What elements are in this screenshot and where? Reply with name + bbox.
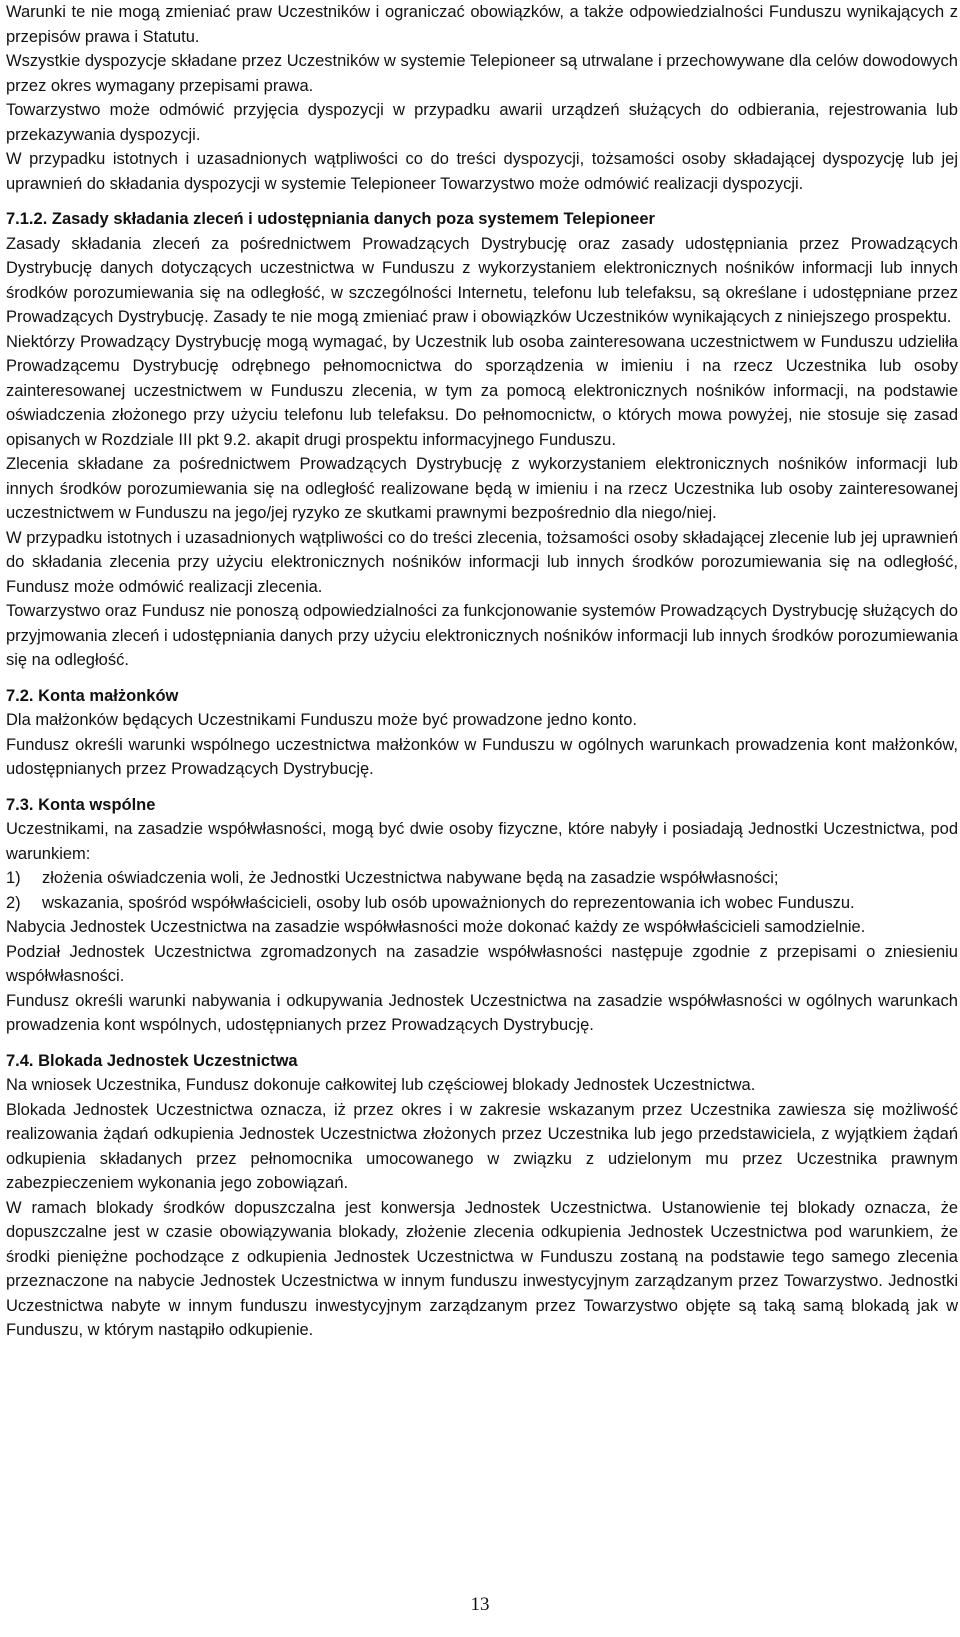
- paragraph: Zasady składania zleceń za pośrednictwem Prowadzących Dystrybucję oraz zasady udostępniania przez Prowadzących Dystrybucję danych dotyczących uczestnictwa w Funduszu z wykorzystaniem elektronicznych nośników informacji lub innych środków porozumiewania się na odległość, w szczególności Internetu, telefonu lub telefaksu, są określane i udostępniane przez Prowadzących Dystrybucję. Zasady te nie mogą zmieniać praw i obowiązków Uczestników wynikających z niniejszego prospektu.: [6, 234, 958, 326]
- section-heading: 7.4. Blokada Jednostek Uczestnictwa: [6, 1051, 298, 1070]
- paragraph: Nabycia Jednostek Uczestnictwa na zasadzie współwłasności może dokonać każdy ze współwłaścicieli samodzielnie.: [6, 918, 866, 936]
- list-item: [6, 866, 958, 891]
- section-heading: 7.1.2. Zasady składania zleceń i udostępniania danych poza systemem Telepioneer: [6, 210, 655, 228]
- section-heading: 7.3. Konta wspólne: [6, 795, 156, 814]
- document-page: [6, 0, 958, 1343]
- section-heading: 7.2. Konta małżonków: [6, 686, 179, 705]
- list-number: 1): [6, 869, 21, 887]
- page-number: 13: [470, 1594, 490, 1615]
- paragraph: Dla małżonków będących Uczestnikami Funduszu może być prowadzone jedno konto.: [6, 711, 637, 729]
- list-item: [6, 891, 958, 916]
- paragraph: Warunki te nie mogą zmieniać praw Uczestników i ograniczać obowiązków, a także odpowiedzialności Funduszu wynikających z przepisów prawa i Statutu.: [6, 3, 958, 46]
- paragraph: W ramach blokady środków dopuszczalna jest konwersja Jednostek Uczestnictwa. Ustanowienie tej blokady oznacza, że dopuszczalne jest w czasie obowiązywania blokady, złożenie zlecenia odkupienia Jednostek Uczestnictwa pod warunkiem, że środki pieniężne pochodzące z odkupienia Jednostek Uczestnictwa w Funduszu zostaną na podstawie tego samego zlecenia przeznaczone na nabycie Jednostek Uczestnictwa w innym funduszu inwestycyjnym zarządzanym przez Towarzystwo. Jednostki Uczestnictwa nabyte w innym funduszu inwestycyjnym zarządzanym przez Towarzystwo objęte są taką samą blokadą jak w Funduszu, w którym nastąpiło odkupienie.: [6, 1198, 958, 1339]
- list-text: złożenia oświadczenia woli, że Jednostki Uczestnictwa nabywane będą na zasadzie współwłasności;: [42, 869, 779, 887]
- paragraph: Wszystkie dyspozycje składane przez Uczestników w systemie Telepioneer są utrwalane i przechowywane dla celów dowodowych przez okres wymagany przepisami prawa.: [6, 52, 958, 95]
- paragraph: Niektórzy Prowadzący Dystrybucję mogą wymagać, by Uczestnik lub osoba zainteresowana uczestnictwem w Funduszu udzieliła Prowadzącemu Dystrybucję odrębnego pełnomocnictwa do sporządzenia w imieniu i na rzecz Uczestnika lub osoby zainteresowanej uczestnictwem w Funduszu zlecenia, w tym za pomocą elektronicznych nośników informacji, na podstawie oświadczenia złożonego przy użyciu telefonu lub telefaksu. Do pełnomocnictw, o których mowa powyżej, nie stosuje się zasad opisanych w Rozdziale III pkt 9.2. akapit drugi prospektu informacyjnego Funduszu.: [6, 332, 958, 449]
- paragraph: Towarzystwo oraz Fundusz nie ponoszą odpowiedzialności za funkcjonowanie systemów Prowadzących Dystrybucję służących do przyjmowania zleceń i udostępniania danych przy użyciu elektronicznych nośników informacji lub innych środków porozumiewania się na odległość.: [6, 602, 958, 669]
- paragraph: Na wniosek Uczestnika, Fundusz dokonuje całkowitej lub częściowej blokady Jednostek Uczestnictwa.: [6, 1076, 756, 1094]
- paragraph: Towarzystwo może odmówić przyjęcia dyspozycji w przypadku awarii urządzeń służących do odbierania, rejestrowania lub przekazywania dyspozycji.: [6, 101, 958, 144]
- paragraph: Zlecenia składane za pośrednictwem Prowadzących Dystrybucję z wykorzystaniem elektronicznych nośników informacji lub innych środków porozumiewania się na odległość realizowane będą w imieniu i na rzecz Uczestnika lub osoby zainteresowanej uczestnictwem w Funduszu na jego/jej ryzyko ze skutkami prawnymi bezpośrednio dla niego/niej.: [6, 455, 958, 522]
- paragraph: W przypadku istotnych i uzasadnionych wątpliwości co do treści zlecenia, tożsamości osoby składającej zlecenie lub jej uprawnień do składania zlecenia przy użyciu elektronicznych nośników informacji lub innych środków porozumiewania się na odległość, Fundusz może odmówić realizacji zlecenia.: [6, 528, 958, 596]
- paragraph: Fundusz określi warunki wspólnego uczestnictwa małżonków w Funduszu w ogólnych warunkach prowadzenia kont małżonków, udostępnianych przez Prowadzących Dystrybucję.: [6, 735, 958, 778]
- paragraph: Uczestnikami, na zasadzie współwłasności, mogą być dwie osoby fizyczne, które nabyły i posiadają Jednostki Uczestnictwa, pod warunkiem:: [6, 820, 958, 863]
- paragraph: W przypadku istotnych i uzasadnionych wątpliwości co do treści dyspozycji, tożsamości osoby składającej dyspozycję lub jej uprawnień do składania dyspozycji w systemie Telepioneer Towarzystwo może odmówić realizacji dyspozycji.: [6, 150, 958, 193]
- list-number: 2): [6, 893, 21, 912]
- paragraph: Blokada Jednostek Uczestnictwa oznacza, iż przez okres i w zakresie wskazanym przez Uczestnika zawiesza się możliwość realizowania żądań odkupienia Jednostek Uczestnictwa złożonych przez Uczestnika lub jego przedstawiciela, z wyjątkiem żądań odkupienia składanych przez pełnomocnika umocowanego w związku z udzielonym mu przez Uczestnika prawnym zabezpieczeniem wykonania jego zobowiązań.: [6, 1100, 958, 1192]
- section-7-3: [6, 793, 958, 1038]
- section-7-4: [6, 1049, 958, 1343]
- intro-block: [6, 0, 958, 196]
- section-7-1-2: [6, 207, 958, 673]
- list-text: wskazania, spośród współwłaścicieli, osoby lub osób upoważnionych do reprezentowania ich wobec Funduszu.: [42, 893, 855, 912]
- paragraph: Fundusz określi warunki nabywania i odkupywania Jednostek Uczestnictwa na zasadzie współwłasności w ogólnych warunkach prowadzenia kont wspólnych, udostępnianych przez Prowadzących Dystrybucję.: [6, 991, 958, 1034]
- section-7-2: [6, 684, 958, 782]
- paragraph: Podział Jednostek Uczestnictwa zgromadzonych na zasadzie współwłasności następuje zgodnie z przepisami o zniesieniu współwłasności.: [6, 942, 958, 985]
